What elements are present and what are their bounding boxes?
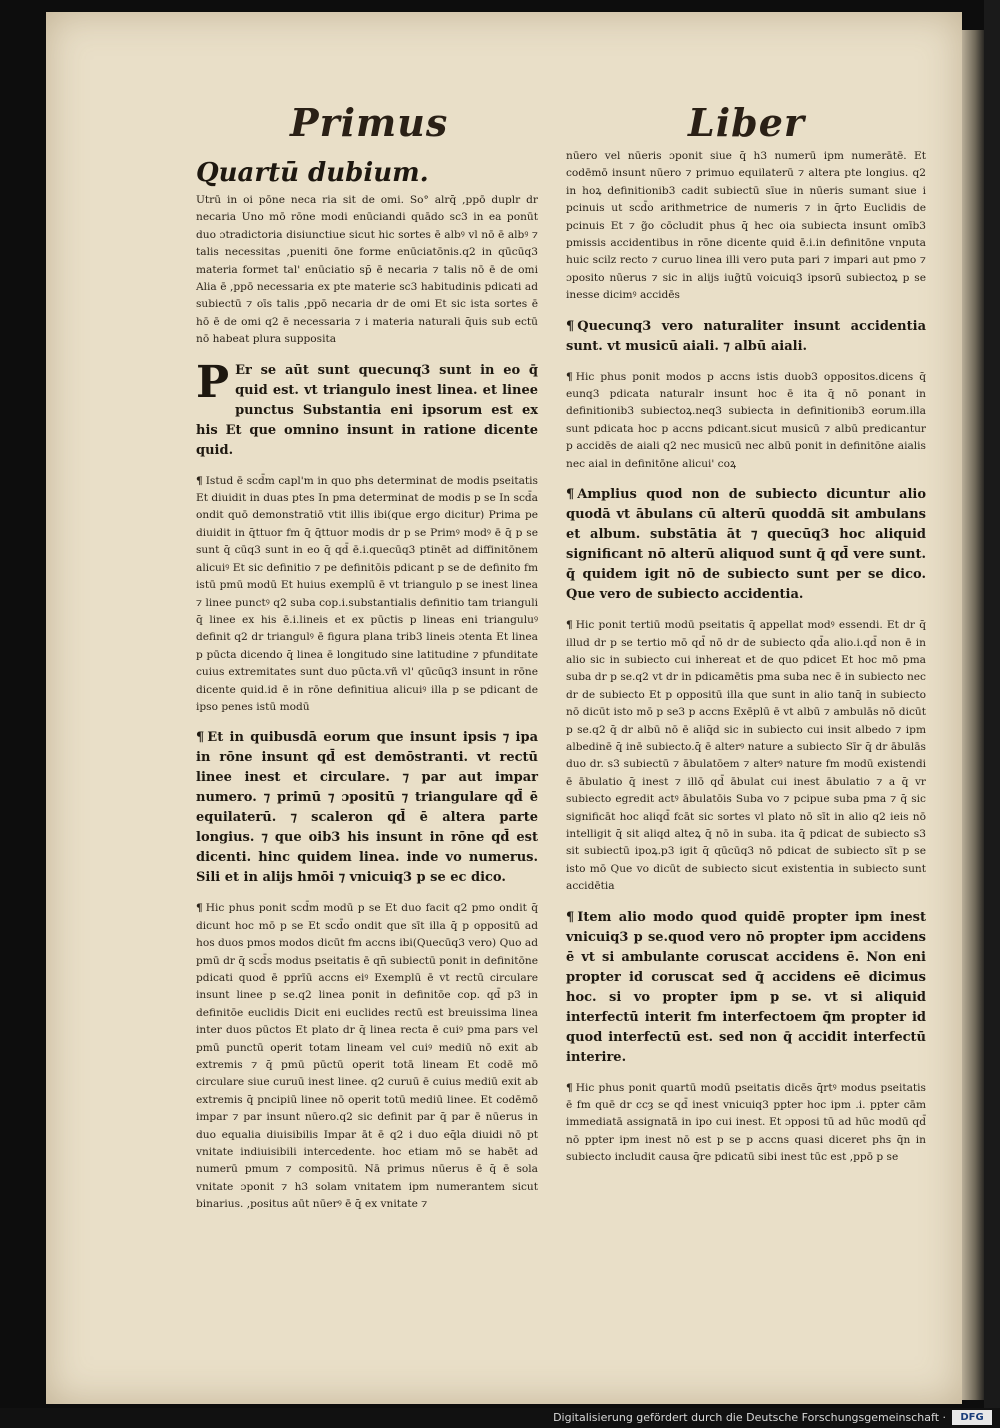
commentary-text: Hic phus ponit scd̄m modū p se Et duo facit q2 pmo ondit q̄ dicunt hoc mō p se Et scd̄o ondit que sīt illa q̄ p oppositū ad hos duos pmos modos dicūt fm accns ibi(Quecūq3 vero) Quo ad pmū dr q̄ scd̄s modus pseitatis ē qn̄ subiectū ponit in definitōne pdicati quod ē pprīū accns eiꝰ Exemplū ē vt rectū circulare insunt linee p se.q2 linea ponit in definitōe cop. qd̄ p3 in definitōe euclidis Dicit eni euclides rectū est breuissima linea inter duos pūctos Et plato dr q̄ linea recta ē cuiꝰ pma pars vel pmū punctū operit totam lineam vel cuiꝰ mediū nō exit ab extremis ⁊ q̄ pmū pūctū operit totā lineam Et codē mō circulare siue curuū inest linee. q2 curuū ē cuius mediū exit ab extremis q̄ pncipiū linee nō operit totū mediū linee. Et codēmō impar ⁊ par insunt nūero.q2 sic definit par q̄ par ē nūerus in duo equalia diuisibilis Impar āt ē q2 i duo eq̄la diuidi nō pt vnitate indiuisibili intercedente. hoc etiam mō se habēt ad numerū pmum ⁊ compositū. Nā primus nūerus ē q̄ ē sola vnitate ɔponit ⁊ h3 solam vnitatem ipm numerantem sicut binarius. ,positus aūt nūerꝰ ē q̄ ex vnitate ⁊ <box>196 902 538 1211</box>
commentary-text: Hic ponit tertiū modū pseitatis q̄ appellat modꝰ essendi. Et dr q̄ illud dr p se tertio mō qd̄ nō dr de subiecto qd̄a alio.i.qd̄ non ē in alio sic in subiecto cui inhereat et de quo pdicet Et hoc mō pma suba dr p se.q2 vt dr in pdicamētis pma suba nec ē in subiecto nec dr de subiecto Et p oppositū illa que sunt in alio tanq̄ in subiecto nō dicūt isto mō p se3 p accns Exēplū ē vt albū ⁊ ambulās nō dicūt p se.q2 q̄ dr albū nō ē aliq̄d sic in subiecto cui insit albedo ⁊ ipm albedinē q̄ inē subiecto.q̄ ē alterꝰ nature a subiecto Sīr q̄ dr ābulās duo dr. s3 subiectū ⁊ ābulatōem ⁊ alterꝰ nature fm modū existendi ē ābulatio q̄ inest ⁊ illō qd̄ ābulat cui inest ābulatio ⁊ a q̄ vr subiecto egredit actꝰ ābulatōis Suba vo ⁊ pcipue suba pma ⁊ q̄ sic significāt hoc aliqd̄ fcāt sic sortes vl plato nō sīt in alio q2 ieis nō intelligit q̄ sit aliqd alteꝝ q̄ nō in suba. ita q̄ pdicat de subiecto s3 sit subiectū ipoꝝ.p3 igit q̄ qūcūq3 nō pdicat de subiecto sīt p se isto mō Que vo dicūt de subiecto sicut existentia in subiecto sunt accidētia <box>566 619 926 893</box>
commentary-paragraph <box>566 617 926 896</box>
lemma-text: Et in quibusdā eorum que insunt ipsis ⁊ ipa in rōne insunt qd̄ est demōstranti. vt rectū linee inest et circulare. ⁊ par aut impar numero. ⁊ primū ⁊ ɔpositū ⁊ triangulare qd̄ ē equilaterū. ⁊ scaleron qd̄ ē altera parte longius. ⁊ que oib3 his insunt in rōne qd̄ est dicenti. hinc quidem linea. inde vo numerus. Sili et in alijs hmōi ⁊ vnicuiq3 p se ec dico. <box>196 730 538 886</box>
page-edge <box>962 30 984 1400</box>
lemma-paragraph <box>566 485 926 605</box>
pilcrow-icon: ¶ <box>566 619 573 632</box>
lemma-paragraph <box>196 728 538 888</box>
commentary-paragraph <box>566 1080 926 1167</box>
dfg-logo[interactable]: DFG <box>952 1410 992 1425</box>
commentary-text: nūero vel nūeris ɔponit siue q̄ h3 numerū ipm numerātē. Et codēmō insunt nūero ⁊ primuo equilaterū ⁊ altera pte longius. q2 in hoꝝ definitionib3 cadit subiectū sīue in nūeris sumant siue i pcinuis ut scd̄o arithmetrice de numeris ⁊ in q̄rto Euclidis de pcinuis Et ⁊ g̃o cōcludit phus q̄ hec oia subiecta insunt omīb3 pmissis accidentibus in rōne dicente quid ē.i.in definitōne vnputa huic scilz recto ⁊ curuo linea illi vero puta pari ⁊ impari aut pmo ⁊ ɔposito nūerus ⁊ sic in alijs iug̃tū voicuiq3 ipsorū subiectoꝝ p se inesse dicimꝰ accidēs <box>566 150 926 302</box>
text-column-left <box>196 158 538 1226</box>
quaestio-text: Utrū in oi pōne neca ria sit de omi. So° alrq̄ ,ppō duplr dr necaria Uno mō rōne modi enūciandi quādo sc3 in ea ponūt duo ɔtradictoria disiunctiue sicut hic sortes ē albꝰ vl nō ē albꝰ ⁊ talis necessitas ,pueniti ōne forme enūciatōnis.q2 in qūcūq3 materia formet tal' enūciatio sp̄ ē necaria ⁊ talis nō ē de omi Alia ē ,ppō necessaria ex pte materie sc3 habitudinis pdicati ad subiectū ⁊ oīs talis ,ppō necaria dr de omi Et sic ista sortes ē hō ē de omi q2 ē necessaria ⁊ i materia naturali q̄uis sub ectū nō habeat plura supposita <box>196 194 538 346</box>
pilcrow-icon: ¶ <box>196 902 203 915</box>
commentary-paragraph <box>196 473 538 717</box>
commentary-paragraph <box>566 148 926 305</box>
lemma-paragraph <box>566 908 926 1068</box>
lemma-paragraph <box>566 317 926 357</box>
drop-initial: P <box>196 356 230 408</box>
commentary-text: Hic phus ponit modos p accns istis duob3 oppositos.dicens q̄ eunq3 pdicata naturalr insunt hoc ē ita q̄ nō ponant in definitionib3 subiectoꝝ.neq3 subiecta in definitionib3 eorum.illa sunt pdicata hoc p accns pdicant.sicut musicū ⁊ albū predicantur p accidēs de aiali q2 nec musicū nec albū ponit in definitōne aialis nec aial in definitōne alicui' coꝝ <box>566 370 926 470</box>
commentary-paragraph <box>566 369 926 473</box>
pilcrow-icon: ¶ <box>566 487 575 503</box>
lemma-paragraph <box>196 356 538 461</box>
pilcrow-icon: ¶ <box>566 370 573 383</box>
quaestio-block <box>196 158 538 349</box>
running-head-left: Primus <box>290 100 449 145</box>
lemma-text: Item alio modo quod quidē propter ipm inest vnicuiq3 p se.quod vero nō propter ipm accidens ē vt si ambulante coruscat accidens ē. Non eni propter id coruscat sed q̄ accidens eē dicimus hoc. si vo propter ipm p se. vt si aliquid interfectū interit fm interfectoem q̄m propter id quod interfectū est. sed non q̄ accidit interfectū interire. <box>566 909 926 1065</box>
commentary-text: Istud ē scd̄m capl'm in quo phs determinat de modis pseitatis Et diuidit in duas ptes In pma determinat de modis p se In scd̄a ondit quō demonstratiō vtit illis ibi(que ergo dicitur) Prima pe diuidit in q̄ttuor fm q̄ q̄ttuor modis dr p se Primꝰ modꝰ ē q̄ p se sunt q̄ cūq3 sunt in eo q̄ qd̄ ē.i.quecūq3 ptinēt ad diffinitōnem alicuiꝰ Et sic definitio ⁊ pe definitōis pdicant p se de definito fm istū pmū modū Et huius exemplū ē vt triangulo p se inest linea ⁊ linee punctꝰ q2 suba cop.i.substantialis definitio tam trianguli q̄ linee ex his ē.i.lineis et ex pūctis p lineas eni trianguluꝰ definit q2 dr triangulꝰ ē figura plana trib3 lineis ɔtenta Et linea p pūcta dicendo q̄ linea ē longitudo sine latitudine ⁊ pfunditate cuius extremitates sunt duo pūcta.vñ vl' qūcūq3 insunt in rōne dicente quid.id ē in rōne definitiua alicuiꝰ illa p se pdicant de ipso penes istū modū <box>196 474 538 713</box>
binding-strip <box>984 0 1000 1428</box>
commentary-text: Hic phus ponit quartū modū pseitatis dicēs q̄rtꝰ modus pseitatis ē fm quē dr ccȝ se qd̄ inest vnicuiq3 ppter hoc ipm .i. ppter cām immediatā assignatā in ipo cui inest. Et ɔpposi tū ad hūc modū qd̄ nō ppter ipm inest nō est p se p accns quasi diceret phs q̄n in subiecto includit causa q̄re pdicatū sibi inest tūc est ,ppō p se <box>566 1081 926 1164</box>
pilcrow-icon: ¶ <box>566 1081 573 1094</box>
pilcrow-icon: ¶ <box>196 730 205 746</box>
text-column-right <box>566 148 926 1179</box>
pilcrow-icon: ¶ <box>566 909 575 925</box>
quaestio-heading: Quartū dubium. <box>196 158 429 188</box>
pilcrow-icon: ¶ <box>196 474 203 487</box>
lemma-text: Quecunq3 vero naturaliter insunt accidentia sunt. vt musicū aiali. ⁊ albū aiali. <box>566 318 926 354</box>
footer-bar <box>0 1408 1000 1428</box>
lemma-text: Er se aūt sunt quecunq3 sunt in eo q̄ quid est. vt triangulo inest linea. et linee punctus Substantia eni ipsorum est ex his Et que omnino insunt in ratione dicente quid. <box>196 362 538 458</box>
commentary-paragraph <box>196 900 538 1213</box>
pilcrow-icon: ¶ <box>566 318 575 334</box>
funding-notice: Digitalisierung gefördert durch die Deutsche Forschungsgemeinschaft · <box>553 1411 946 1424</box>
lemma-text: Amplius quod non de subiecto dicuntur alio quodā vt ābulans cū alterū quoddā sit ambulans et album. substātia āt ⁊ quecūq3 hoc aliquid significant nō alterū aliquod sunt q̄ qd̄ vere sunt. q̄ quidem igit nō de subiecto sunt per se dico. Que vero de subiecto accidentia. <box>566 487 926 603</box>
running-head-right: Liber <box>688 100 805 145</box>
